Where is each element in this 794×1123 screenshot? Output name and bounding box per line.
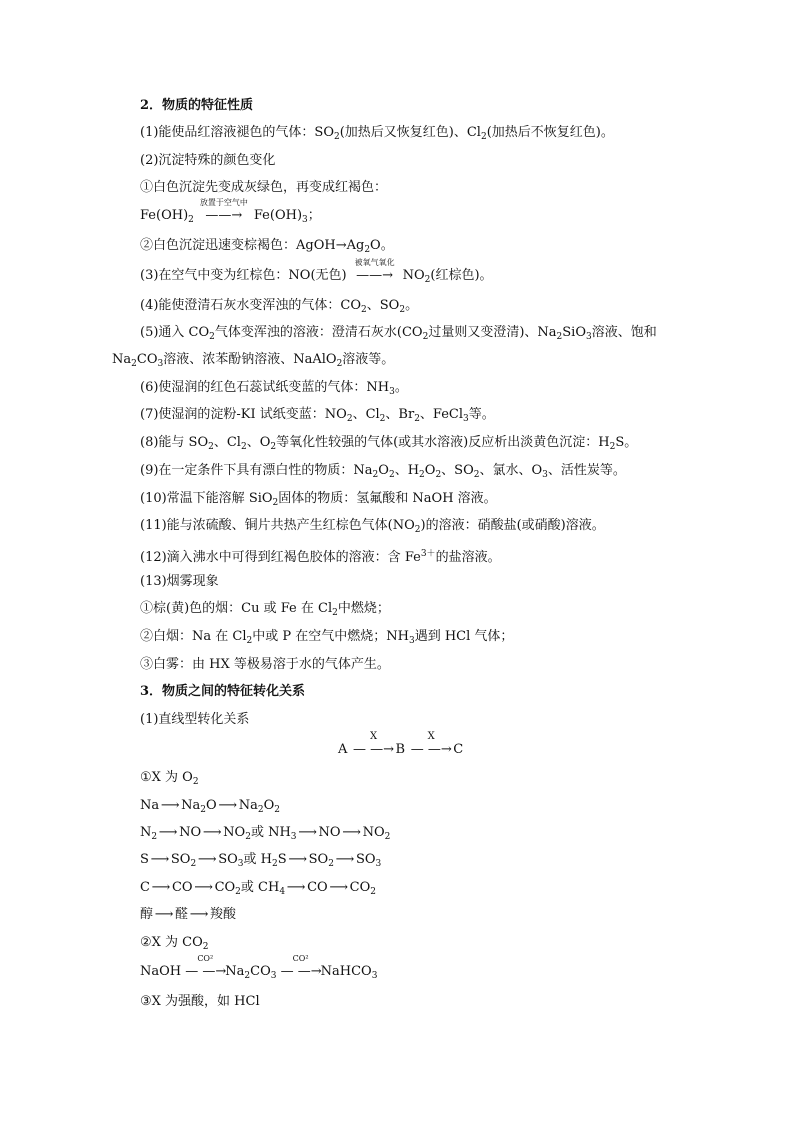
row-organic: 醇 ⟶ 醛 ⟶ 羧酸 [140, 907, 237, 922]
property-3: (3)在空气中变为红棕色：NO(无色) 被氧气氧化 ——→ $NO_2$(红棕色)。 [140, 258, 493, 285]
row-n: $N_2$ ⟶ NO ⟶ $NO_2$或 $NH_3$ ⟶ NO ⟶ $NO_2$ [140, 825, 391, 842]
property-13-item-3: ③白雾：由 HX 等极易溶于水的气体产生。 [140, 657, 390, 672]
case-2: ②X 为 $CO_2$ [140, 935, 209, 952]
property-11: (11)能与浓硫酸、铜片共热产生红棕色气体$(NO_2)$的溶液：硝酸盐(或硝酸)溶液。 [140, 518, 605, 535]
linear-conversion: (1)直线型转化关系 [140, 712, 250, 727]
property-2: (2)沉淀特殊的颜色变化 [140, 153, 276, 168]
property-2-item-1: ①白色沉淀先变成灰绿色，再变成红褐色： [140, 180, 388, 195]
property-8: (8)能与 $SO_2$、$Cl_2$、$O_2$等氧化性较强的气体(或其水溶液)反应析出淡黄色沉淀：$H_2S$。 [140, 435, 638, 452]
case-3: ③X 为强酸，如 HCl [140, 994, 260, 1009]
property-9: (9)在一定条件下具有漂白性的物质：$Na_2O_2$、$H_2O_2$、$SO_2$、氯水、$O_3$、活性炭等。 [140, 463, 626, 480]
property-5: (5)通入 $CO_2$气体变浑浊的溶液：澄清石灰水($CO_2$过量则又变澄清)、$Na_2SiO_3$溶液、饱和 [140, 325, 657, 342]
conversion-scheme: A X — —→B X — —→C [338, 731, 464, 757]
property-10: (10)常温下能溶解 SiO$_2$固体的物质：氢氟酸和 NaOH 溶液。 [140, 491, 497, 508]
case-1: ①X 为 $O_2$ [140, 770, 199, 787]
row-c: C ⟶ CO ⟶ $CO_2$或 $CH_4$ ⟶ CO ⟶ $CO_2$ [140, 880, 377, 897]
property-7: (7)使湿润的淀粉-KI 试纸变蓝：$NO_2$、$Cl_2$、$Br_2$、FeCl$_3$等。 [140, 407, 495, 424]
section-3-heading: 3．物质之间的特征转化关系 [140, 684, 306, 699]
row-na: Na ⟶ $Na_2O$ ⟶ $Na_2O_2$ [140, 798, 280, 815]
property-4: (4)能使澄清石灰水变浑浊的气体：$CO_2$、$SO_2$。 [140, 298, 419, 315]
property-13-item-2: ②白烟：Na 在 $Cl_2$中或 P 在空气中燃烧；$NH_3$遇到 HCl 气体； [140, 629, 514, 646]
property-2-item-2: ②白色沉淀迅速变棕褐色：$AgOH\to Ag_2O$。 [140, 238, 394, 255]
property-12: (12)滴入沸水中可得到红褐色胶体的溶液：含 $Fe^{3+}$的盐溶液。 [140, 549, 501, 565]
section-2-heading: 2．物质的特征性质 [140, 98, 254, 113]
property-1: (1)能使品红溶液褪色的气体：$SO_2$(加热后又恢复红色)、$Cl_2$(加热后不恢复红色)。 [140, 125, 614, 142]
property-6: (6)使湿润的红色石蕊试纸变蓝的气体：$NH_3$。 [140, 380, 408, 397]
property-5-cont: $Na_2CO_3$溶液、浓苯酚钠溶液、NaAlO$_2$溶液等。 [112, 352, 395, 369]
row-s: S ⟶ $SO_2$ ⟶ $SO_3$或 $H_2S$ ⟶ $SO_2$ ⟶ $SO_3$ [140, 852, 382, 869]
property-13: (13)烟雾现象 [140, 574, 219, 589]
property-13-item-1: ①棕(黄)色的烟：Cu 或 Fe 在 $Cl_2$中燃烧； [140, 601, 390, 618]
fe-oh-reaction: $Fe(OH)_2$ 放置于空气中 ——→ $Fe(OH)_3$； [140, 198, 321, 225]
row-naoh: NaOH CO² — $—\to Na_2CO_3$ CO² — —→NaHCO$_3$ [140, 954, 378, 981]
